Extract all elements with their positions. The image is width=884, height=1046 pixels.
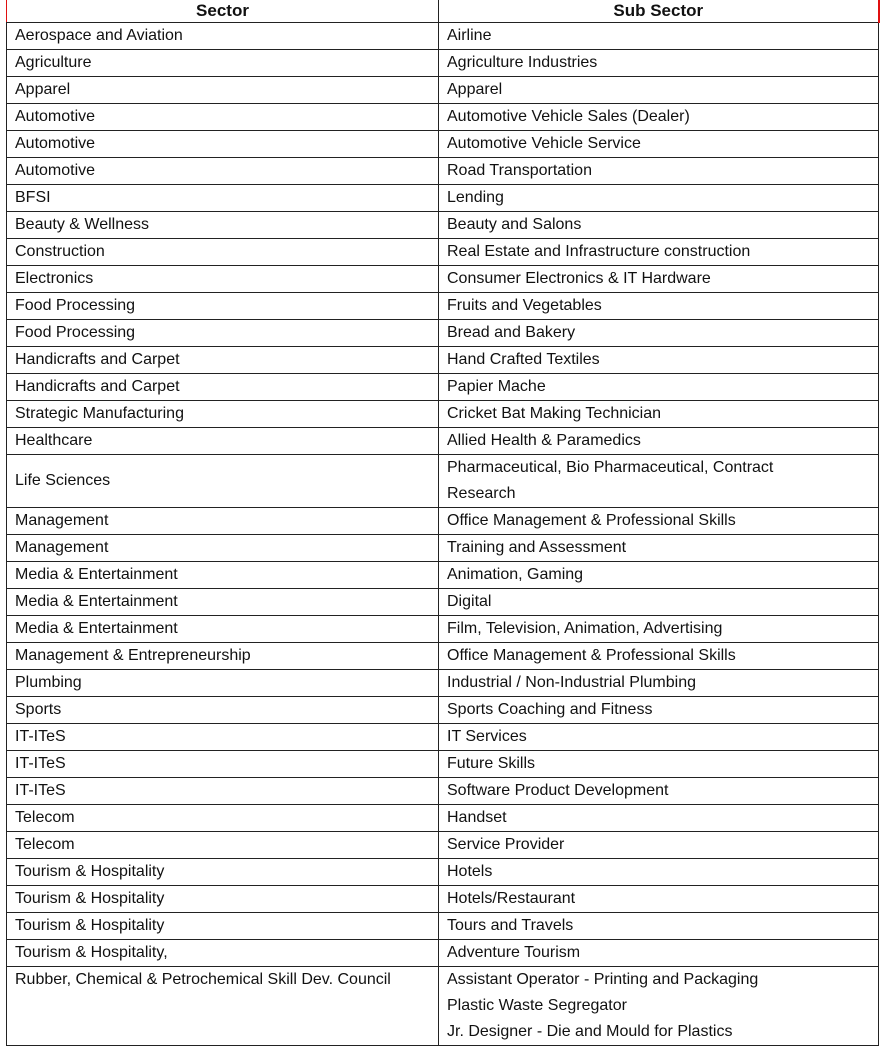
sector-table-container [6,0,878,1046]
sub-sector-text: Industrial / Non-Industrial Plumbing [447,674,697,691]
sub-sector-text: Airline [447,27,492,44]
sub-sector-text: Cricket Bat Making Technician [447,405,662,422]
sub-sector-cell [439,670,879,697]
sub-sector-text: Automotive Vehicle Sales (Dealer) [447,108,690,125]
table-row [7,913,879,940]
sector-cell: Telecom [7,805,439,832]
table-row [7,940,879,967]
table-row [7,643,879,670]
sub-sector-text: Handset [447,809,507,826]
sector-cell: Tourism & Hospitality [7,859,439,886]
column-header-sub-sector: Sub Sector [439,0,879,23]
sub-sector-text: IT Services [447,728,527,745]
table-row [7,455,879,508]
sub-sector-text: Office Management & Professional Skills [447,512,736,529]
table-row [7,508,879,535]
table-body [7,23,879,1046]
table-row [7,50,879,77]
sub-sector-cell [439,293,879,320]
table-row [7,104,879,131]
sub-sector-text: Research [447,485,516,502]
sub-sector-cell [439,697,879,724]
table-row [7,293,879,320]
table-row [7,239,879,266]
sub-sector-cell [439,158,879,185]
sector-cell: Tourism & Hospitality [7,886,439,913]
sub-sector-text: Consumer Electronics & IT Hardware [447,270,711,287]
sector-cell: Plumbing [7,670,439,697]
table-row [7,535,879,562]
sub-sector-text: Road Transportation [447,162,592,179]
sub-sector-cell [439,185,879,212]
table-row [7,158,879,185]
table-row [7,778,879,805]
sub-sector-cell [439,374,879,401]
sector-cell: Handicrafts and Carpet [7,374,439,401]
sector-cell: Telecom [7,832,439,859]
sector-cell: Food Processing [7,320,439,347]
sub-sector-cell [439,104,879,131]
table-row [7,374,879,401]
sector-cell: Agriculture [7,50,439,77]
sector-cell: Sports [7,697,439,724]
sub-sector-cell [439,589,879,616]
sector-cell: Media & Entertainment [7,589,439,616]
sub-sector-cell [439,535,879,562]
sector-cell: Electronics [7,266,439,293]
table-row [7,23,879,50]
sector-cell: Media & Entertainment [7,562,439,589]
sub-sector-cell [439,428,879,455]
table-row [7,805,879,832]
sub-sector-cell [439,805,879,832]
sub-sector-text: Plastic Waste Segregator [447,997,627,1014]
sector-cell: Beauty & Wellness [7,212,439,239]
sector-cell: Construction [7,239,439,266]
sub-sector-cell [439,401,879,428]
sub-sector-text: Lending [447,189,504,206]
sector-cell: Healthcare [7,428,439,455]
sub-sector-text: Allied Health & Paramedics [447,432,641,449]
sub-sector-text: Office Management & Professional Skills [447,647,736,664]
sector-cell: Automotive [7,158,439,185]
sub-sector-text: Digital [447,593,492,610]
sector-cell: IT-ITeS [7,751,439,778]
table-row [7,401,879,428]
sub-sector-cell [439,239,879,266]
sub-sector-cell [439,50,879,77]
sector-cell: Tourism & Hospitality [7,913,439,940]
sector-cell: Management & Entrepreneurship [7,643,439,670]
table-row [7,131,879,158]
sub-sector-text: Automotive Vehicle Service [447,135,641,152]
sector-cell: BFSI [7,185,439,212]
sector-cell: Aerospace and Aviation [7,23,439,50]
sub-sector-cell [439,967,879,1046]
sub-sector-cell [439,778,879,805]
sub-sector-cell [439,455,879,508]
table-row [7,967,879,1046]
table-row [7,212,879,239]
sub-sector-text: Papier Mache [447,378,546,395]
sub-sector-text: Sports Coaching and Fitness [447,701,653,718]
sub-sector-cell [439,23,879,50]
sector-cell: Rubber, Chemical & Petrochemical Skill Dev. Council [7,967,439,1046]
table-row [7,697,879,724]
sub-sector-text: Tours and Travels [447,917,574,934]
sector-cell: Strategic Manufacturing [7,401,439,428]
sub-sector-cell [439,751,879,778]
sub-sector-text: Future Skills [447,755,536,772]
sub-sector-cell [439,320,879,347]
sector-cell: IT-ITeS [7,778,439,805]
sector-cell: Management [7,508,439,535]
sub-sector-text: Beauty and Salons [447,216,582,233]
sub-sector-cell [439,832,879,859]
sub-sector-cell [439,724,879,751]
sub-sector-text: Service Provider [447,836,565,853]
sub-sector-text: Hand Crafted Textiles [447,351,600,368]
sub-sector-text: Pharmaceutical, Bio Pharmaceutical, Contract [447,459,774,476]
sub-sector-cell [439,643,879,670]
sub-sector-cell [439,886,879,913]
sub-sector-text: Software Product Development [447,782,669,799]
sub-sector-text: Real Estate and Infrastructure construction [447,243,751,260]
sector-cell: Automotive [7,104,439,131]
sector-cell: Automotive [7,131,439,158]
table-row [7,347,879,374]
sector-cell: Management [7,535,439,562]
sector-cell: IT-ITeS [7,724,439,751]
sector-cell: Handicrafts and Carpet [7,347,439,374]
sub-sector-text: Apparel [447,81,503,98]
sub-sector-cell [439,131,879,158]
sub-sector-text: Agriculture Industries [447,54,598,71]
sub-sector-text: Hotels [447,863,493,880]
sub-sector-cell [439,508,879,535]
sector-cell: Apparel [7,77,439,104]
table-row [7,428,879,455]
sub-sector-cell [439,616,879,643]
sub-sector-cell [439,940,879,967]
table-row [7,832,879,859]
table-row [7,616,879,643]
table-header-row [7,0,879,23]
sub-sector-cell [439,77,879,104]
sector-cell: Tourism & Hospitality, [7,940,439,967]
sub-sector-cell [439,913,879,940]
sector-cell: Food Processing [7,293,439,320]
table-row [7,724,879,751]
table-row [7,859,879,886]
sub-sector-cell [439,859,879,886]
sub-sector-cell [439,266,879,293]
table-row [7,562,879,589]
sub-sector-cell [439,562,879,589]
sub-sector-text: Bread and Bakery [447,324,576,341]
table-row [7,77,879,104]
table-row [7,266,879,293]
table-row [7,320,879,347]
sub-sector-text: Assistant Operator - Printing and Packaging [447,971,759,988]
sub-sector-text: Fruits and Vegetables [447,297,602,314]
table-row [7,185,879,212]
sub-sector-text: Adventure Tourism [447,944,581,961]
sub-sector-text: Hotels/Restaurant [447,890,576,907]
sub-sector-text: Training and Assessment [447,539,627,556]
column-header-sector: Sector [7,0,439,23]
sub-sector-text: Animation, Gaming [447,566,584,583]
sub-sector-text: Jr. Designer - Die and Mould for Plastics [447,1023,733,1040]
table-row [7,886,879,913]
sub-sector-cell [439,347,879,374]
sector-cell: Media & Entertainment [7,616,439,643]
table-row [7,670,879,697]
table-row [7,751,879,778]
sub-sector-cell [439,212,879,239]
sector-cell: Life Sciences [7,455,439,508]
table-row [7,589,879,616]
sub-sector-text: Film, Television, Animation, Advertising [447,620,723,637]
sector-table [6,0,880,1046]
